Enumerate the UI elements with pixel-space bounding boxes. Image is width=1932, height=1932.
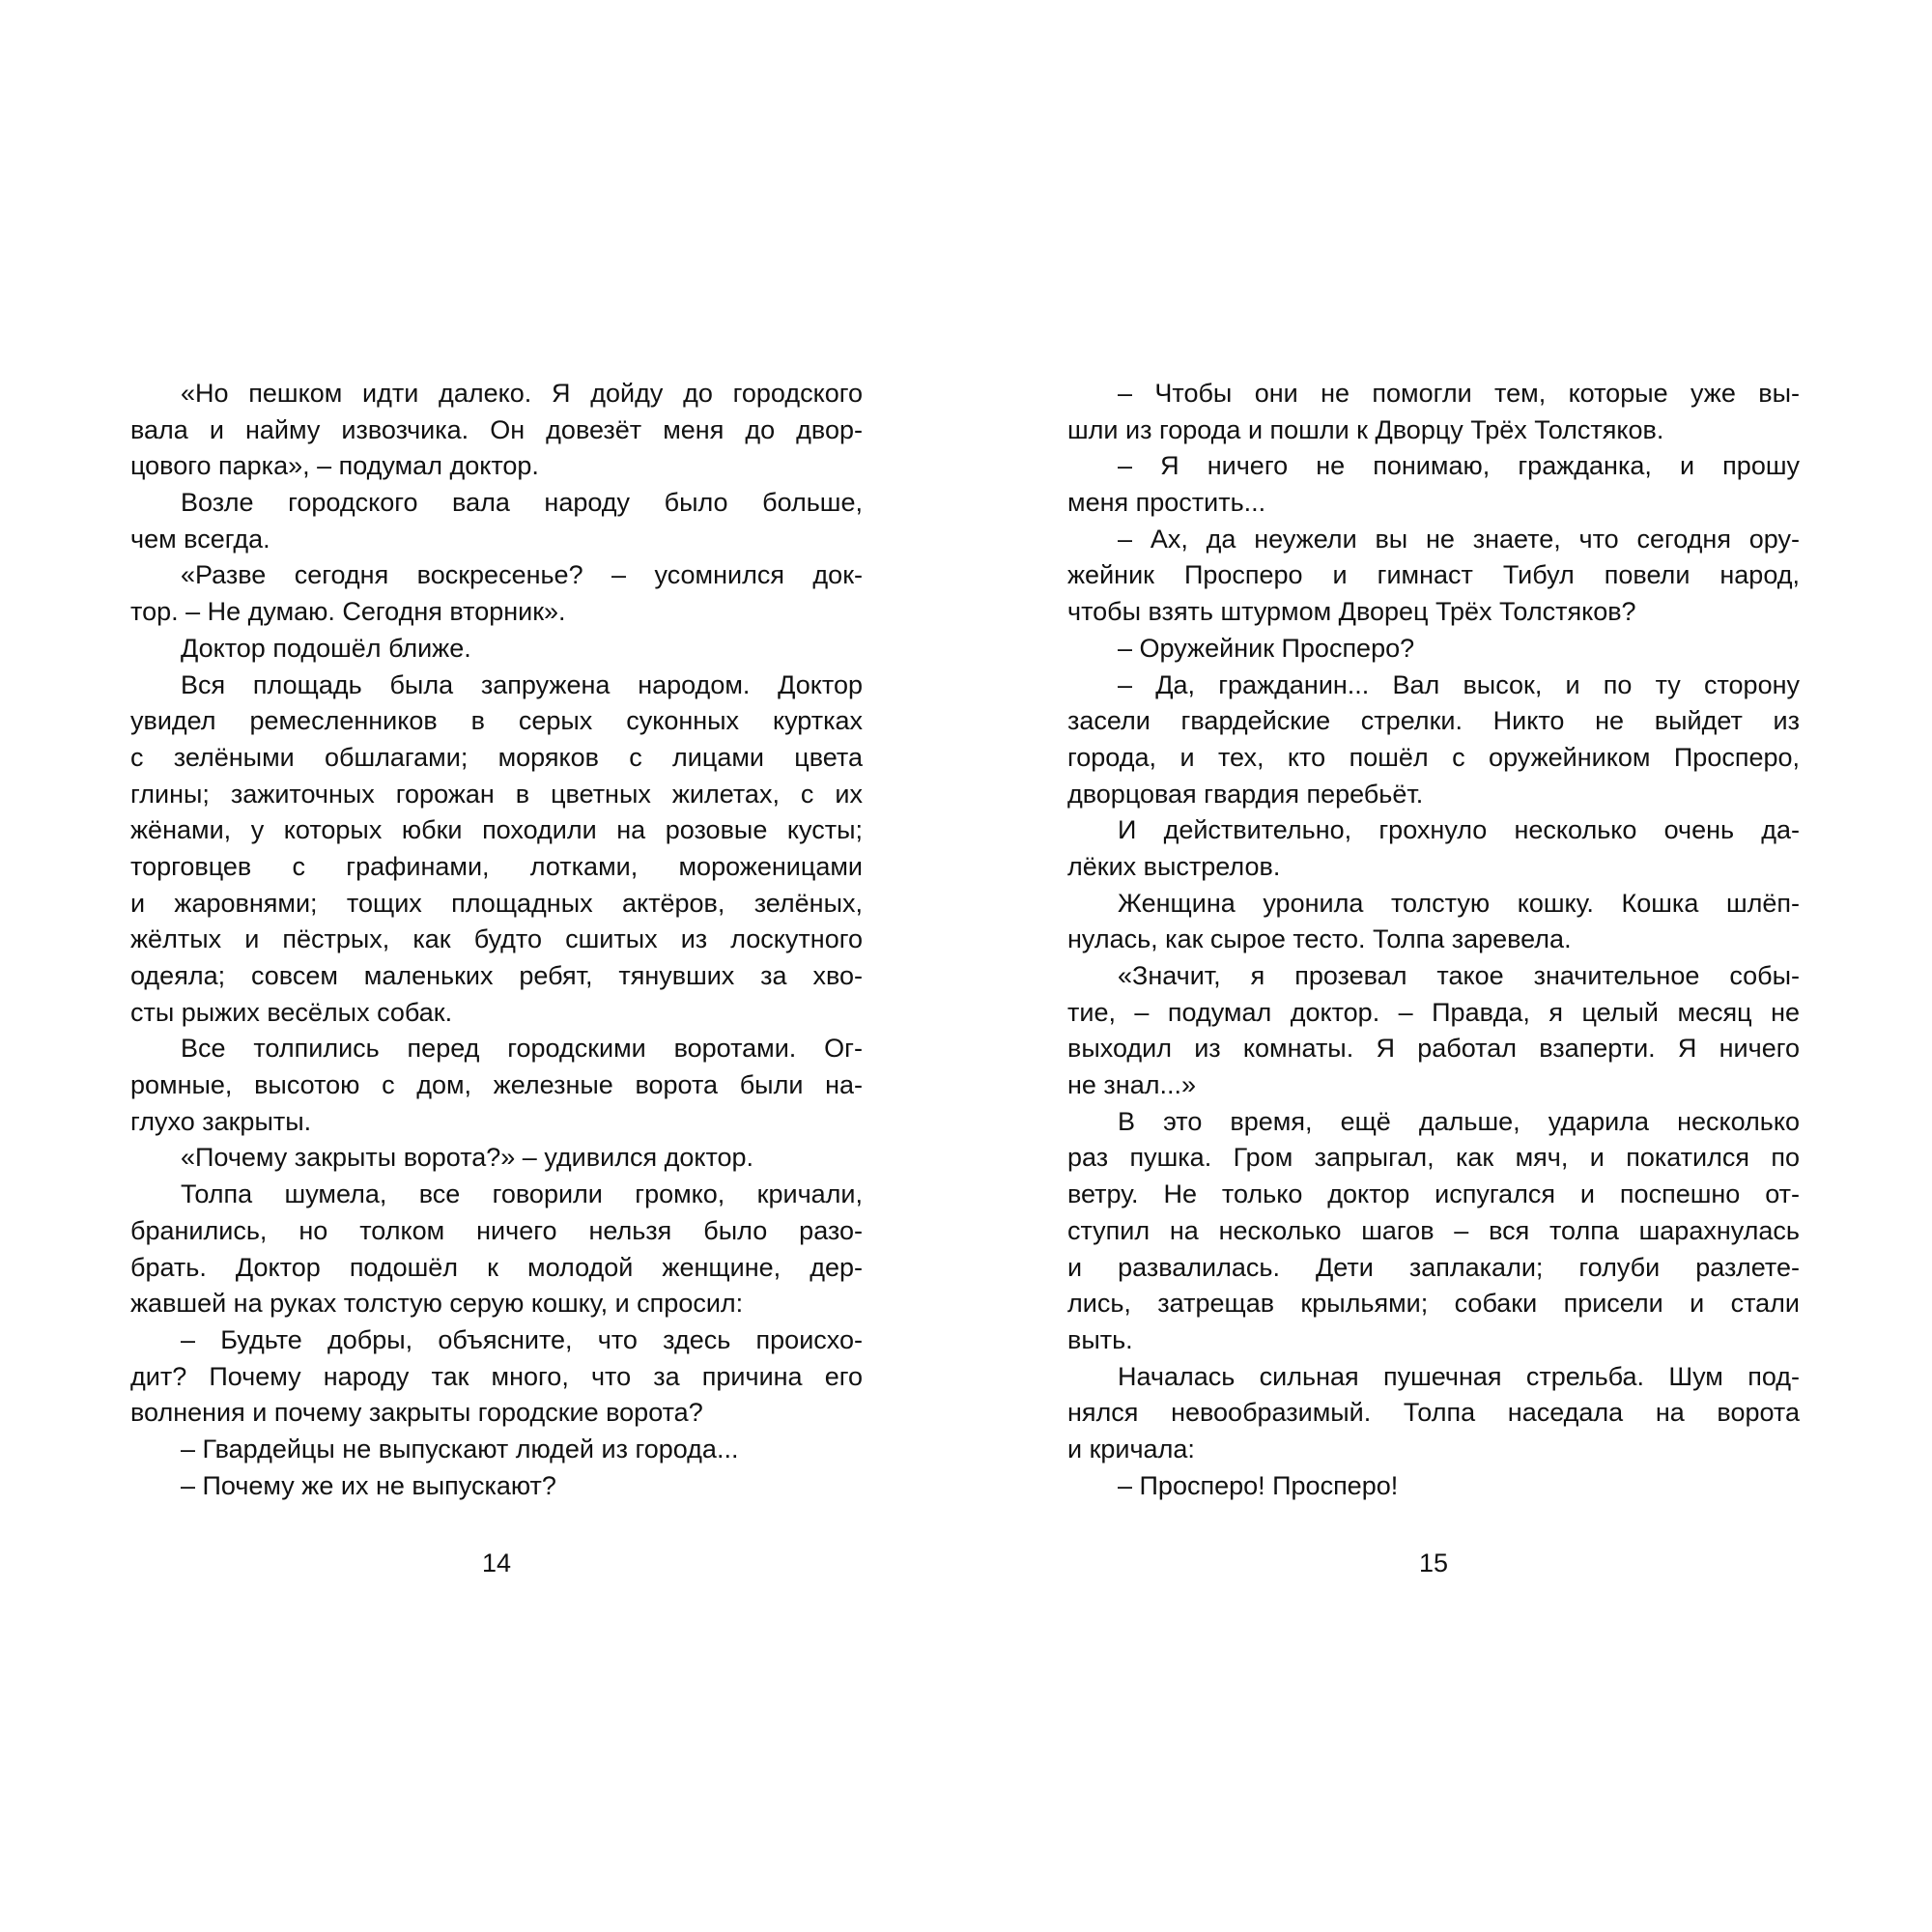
- text-line: лёких выстрелов.: [1067, 851, 1281, 881]
- text-line: Толпа шумела, все говорили громко, кричали,: [181, 1179, 863, 1209]
- text-line: «Но пешком идти далеко. Я дойду до городского: [181, 379, 863, 408]
- text-line: ромные, высотою с дом, железные ворота были на-: [130, 1070, 863, 1100]
- text-line: и развалилась. Дети заплакали; голуби разлете-: [1067, 1252, 1800, 1282]
- text-line: нялся невообразимый. Толпа наседала на ворота: [1067, 1398, 1800, 1428]
- text-line: Женщина уронила толстую кошку. Кошка шлёп-: [1118, 888, 1800, 918]
- text-line: – Ах, да неужели вы не знаете, что сегодня ору-: [1118, 524, 1800, 554]
- text-line: И действительно, грохнуло несколько очень да-: [1118, 815, 1800, 845]
- text-line: вала и найму извозчика. Он довезёт меня до двор-: [130, 414, 863, 444]
- text-line: Все толпились перед городскими воротами. Ог-: [181, 1034, 863, 1064]
- text-line: дворцовая гвардия перебьёт.: [1067, 779, 1424, 809]
- text-line: «Значит, я прозевал такое значительное собы-: [1118, 961, 1800, 990]
- text-line: «Разве сегодня воскресенье? – усомнился док-: [181, 560, 863, 590]
- text-line: – Будьте добры, объясните, что здесь происхо-: [181, 1324, 863, 1354]
- text-line: увидел ремесленников в серых суконных куртках: [130, 706, 863, 736]
- left-page-text: [130, 376, 863, 1504]
- text-line: города, и тех, кто пошёл с оружейником Просперо,: [1067, 742, 1800, 772]
- text-line: меня простить...: [1067, 488, 1266, 518]
- text-line: – Да, гражданин... Вал высок, и по ту сторону: [1118, 669, 1800, 699]
- text-line: ветру. Не только доктор испугался и поспешно от-: [1067, 1179, 1800, 1209]
- text-line: жёнами, у которых юбки походили на розовые кусты;: [130, 815, 863, 845]
- text-line: Доктор подошёл ближе.: [181, 633, 471, 663]
- text-line: ступил на несколько шагов – вся толпа шарахнулась: [1067, 1215, 1800, 1245]
- text-line: – Просперо! Просперо!: [1118, 1470, 1399, 1500]
- text-line: – Я ничего не понимаю, гражданка, и прошу: [1118, 451, 1800, 481]
- text-line: нулась, как сырое тесто. Толпа заревела.: [1067, 924, 1572, 954]
- text-line: дит? Почему народу так много, что за причина его: [130, 1361, 863, 1391]
- text-line: и кричала:: [1067, 1434, 1195, 1463]
- text-line: – Чтобы они не помогли тем, которые уже вы-: [1118, 379, 1800, 408]
- text-line: – Гвардейцы не выпускают людей из города...: [181, 1434, 739, 1463]
- text-line: тор. – Не думаю. Сегодня вторник».: [130, 597, 566, 627]
- text-line: торговцев с графинами, лотками, мороженицами: [130, 851, 863, 881]
- text-line: – Оружейник Просперо?: [1118, 633, 1415, 663]
- text-line: одеяла; совсем маленьких ребят, тянувших за хво-: [130, 961, 863, 990]
- text-line: «Почему закрыты ворота?» – удивился доктор.: [181, 1143, 754, 1173]
- text-line: Вся площадь была запружена народом. Доктор: [181, 669, 863, 699]
- text-line: брать. Доктор подошёл к молодой женщине, дер-: [130, 1252, 863, 1282]
- text-line: бранились, но толком ничего нельзя было разо-: [130, 1215, 863, 1245]
- text-line: В это время, ещё дальше, ударила несколько: [1118, 1106, 1800, 1136]
- text-line: глухо закрыты.: [130, 1106, 312, 1136]
- text-line: выходил из комнаты. Я работал взаперти. Я ничего: [1067, 1034, 1800, 1064]
- left-page-number: 14: [481, 1548, 512, 1577]
- text-line: не знал...»: [1067, 1070, 1197, 1100]
- text-line: чем всегда.: [130, 524, 270, 554]
- text-line: цового парка», – подумал доктор.: [130, 451, 539, 481]
- text-line: шли из города и пошли к Дворцу Трёх Толстяков.: [1067, 414, 1664, 444]
- text-line: с зелёными обшлагами; моряков с лицами цвета: [130, 742, 863, 772]
- text-line: тие, – подумал доктор. – Правда, я целый месяц не: [1067, 997, 1800, 1027]
- text-line: выть.: [1067, 1324, 1133, 1354]
- text-line: чтобы взять штурмом Дворец Трёх Толстяков?: [1067, 597, 1636, 627]
- right-page-text: [1067, 376, 1800, 1504]
- text-line: сты рыжих весёлых собак.: [130, 997, 453, 1027]
- text-line: Возле городского вала народу было больше,: [181, 488, 863, 518]
- text-line: засели гвардейские стрелки. Никто не выйдет из: [1067, 706, 1800, 736]
- text-line: жавшей на руках толстую серую кошку, и спросил:: [130, 1289, 744, 1319]
- text-line: жейник Просперо и гимнаст Тибул повели народ,: [1067, 560, 1800, 590]
- text-line: Началась сильная пушечная стрельба. Шум под-: [1118, 1361, 1800, 1391]
- text-line: волнения и почему закрыты городские ворота?: [130, 1398, 703, 1428]
- text-line: и жаровнями; тощих площадных актёров, зелёных,: [130, 888, 863, 918]
- text-line: жёлтых и пёстрых, как будто сшитых из лоскутного: [130, 924, 863, 954]
- text-line: – Почему же их не выпускают?: [181, 1470, 556, 1500]
- text-line: раз пушка. Гром запрыгал, как мяч, и покатился по: [1067, 1143, 1800, 1173]
- text-line: лись, затрещав крыльями; собаки присели и стали: [1067, 1289, 1800, 1319]
- text-line: глины; зажиточных горожан в цветных жилетах, с их: [130, 779, 863, 809]
- right-page-number: 15: [1418, 1548, 1449, 1577]
